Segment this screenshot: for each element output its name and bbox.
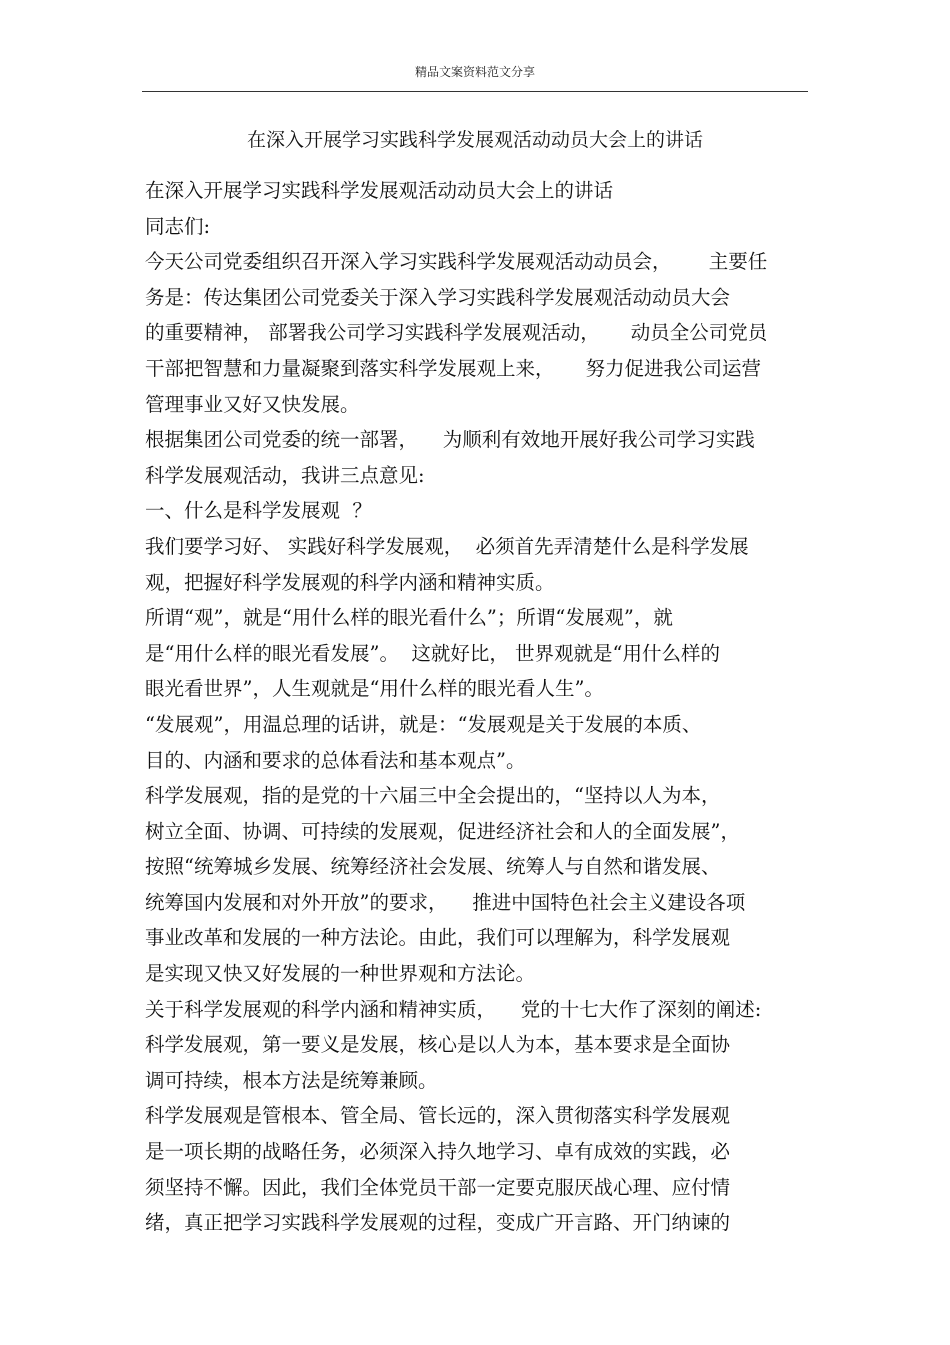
body-line: 关于科学发展观的科学内涵和精神实质， 党的十七大作了深刻的阐述: [145, 997, 762, 1021]
body-line: 在深入开展学习实践科学发展观活动动员大会上的讲话 [145, 179, 614, 202]
body-line: 调可持续，根本方法是统筹兼顾。 [145, 1068, 438, 1092]
body-line: “发展观”，用温总理的话讲，就是：“发展观是关于发展的本质、 [145, 712, 702, 736]
body-line: 今天公司党委组织召开深入学习实践科学发展观活动动员会， 主要任 [145, 250, 768, 274]
body-line: 是一项长期的战略任务，必须深入持久地学习、卓有成效的实践，必 [145, 1140, 731, 1164]
page-header: 精品文案资料范文分享 [414, 65, 535, 79]
body-line: 的重要精神， 部署我公司学习实践科学发展观活动， 动员全公司党员 [145, 321, 768, 345]
body-line: 目的、内涵和要求的总体看法和基本观点”。 [145, 748, 526, 772]
body-line: 树立全面、协调、可持续的发展观，促进经济社会和人的全面发展”， [145, 819, 740, 843]
body-line: 观，把握好科学发展观的科学内涵和精神实质。 [145, 570, 555, 594]
body-line: 是实现又快又好发展的一种世界观和方法论。 [145, 962, 536, 986]
body-line: 科学发展观，第一要义是发展，核心是以人为本，基本要求是全面协 [145, 1033, 731, 1057]
body-line: 务是：传达集团公司党委关于深入学习实践科学发展观活动动员大会 [145, 285, 731, 309]
body-line: 科学发展观是管根本、管全局、管长远的，深入贯彻落实科学发展观 [145, 1104, 731, 1128]
document-body [145, 173, 810, 1241]
body-line: 统筹国内发展和对外开放”的要求， 推进中国特色社会主义建设各项 [145, 890, 746, 914]
body-line: 眼光看世界”，人生观就是“用什么样的眼光看人生”。 [145, 677, 604, 701]
body-line: 我们要学习好、 实践好科学发展观， 必须首先弄清楚什么是科学发展 [145, 534, 749, 558]
body-line: 所谓“观”，就是“用什么样的眼光看什么”；所谓“发展观”，就 [145, 606, 673, 630]
body-line: 须坚持不懈。因此，我们全体党员干部一定要克服厌战心理、应付情 [145, 1175, 731, 1199]
body-line: 科学发展观，指的是党的十六届三中全会提出的，“坚持以人为本， [145, 784, 721, 808]
body-line: 科学发展观活动，我讲三点意见: [145, 463, 425, 487]
body-line: 干部把智慧和力量凝聚到落实科学发展观上来， 努力促进我公司运营 [145, 356, 761, 380]
document-title: 在深入开展学习实践科学发展观活动动员大会上的讲话 [246, 129, 703, 151]
body-line: 事业改革和发展的一种方法论。由此，我们可以理解为，科学发展观 [145, 926, 731, 950]
body-line: 绪，真正把学习实践科学发展观的过程，变成广开言路、开门纳谏的 [145, 1211, 731, 1235]
body-line: 根据集团公司党委的统一部署， 为顺利有效地开展好我公司学习实践 [145, 428, 755, 452]
body-line: 按照“统筹城乡发展、统筹经济社会发展、统筹人与自然和谐发展、 [145, 855, 721, 879]
body-line: 是“用什么样的眼光看发展”。 这就好比， 世界观就是“用什么样的 [145, 641, 721, 665]
body-line: 管理事业又好又快发展。 [145, 392, 360, 416]
body-line: 同志们: [145, 214, 211, 238]
section-heading: 一、什么是科学发展观 ？ [145, 499, 372, 523]
header-divider [142, 91, 808, 92]
